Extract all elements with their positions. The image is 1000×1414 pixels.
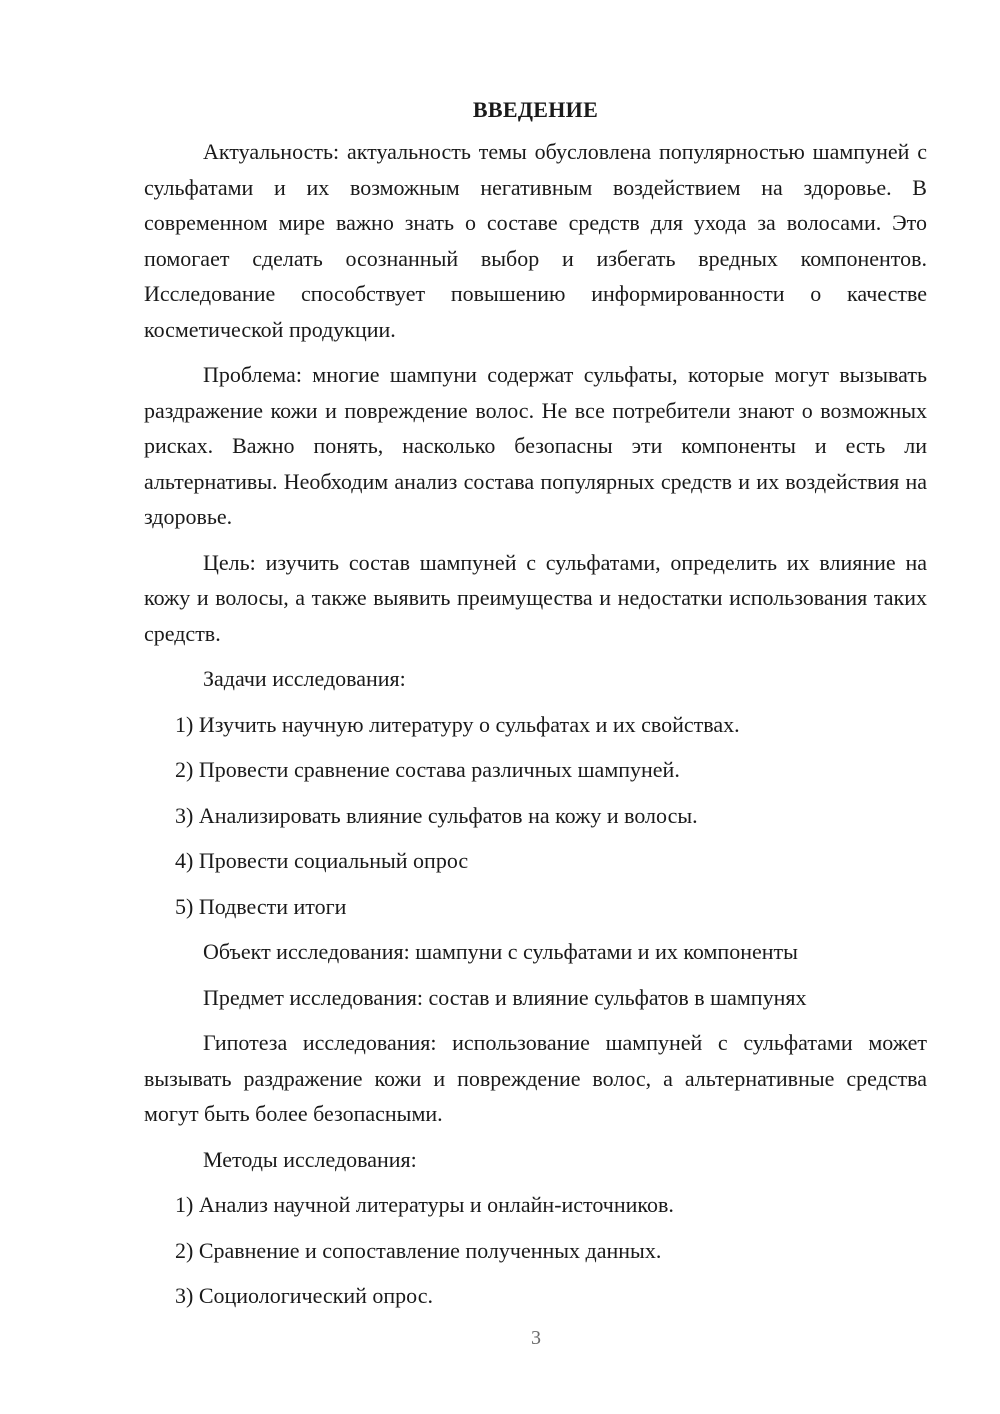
methods-heading: Методы исследования:: [203, 1146, 417, 1172]
task-item: 5) Подвести итоги: [175, 893, 347, 919]
method-item: 1) Анализ научной литературы и онлайн-источников.: [175, 1192, 674, 1217]
method-item: 3) Социологический опрос.: [175, 1283, 433, 1308]
hypothesis-paragraph: Гипотеза исследования: использование шампуней с сульфатами может вызывать раздражение кожи и повреждение волос, а альтернативные средства могут быть более безопасными.: [144, 1030, 927, 1126]
goal-paragraph: Цель: изучить состав шампуней с сульфатами, определить их влияние на кожу и волосы, а также выявить преимущества и недостатки использования таких средств.: [144, 549, 927, 646]
relevance-paragraph: Актуальность: актуальность темы обусловлена популярностью шампуней с сульфатами и их возможным негативным воздействием на здоровье. В современном мире важно знать о составе средств для ухода за волосами. Это помогает сделать осознанный выбор и избегать вредных компонентов. Исследование способствует повышению информированности о качестве косметической продукции.: [144, 139, 927, 342]
page-number: 3: [531, 1327, 541, 1349]
document-page: [144, 92, 927, 1324]
research-object: Объект исследования: шампуни с сульфатами и их компоненты: [203, 939, 798, 964]
task-item: 3) Анализировать влияние сульфатов на кожу и волосы.: [175, 802, 698, 828]
task-item: 2) Провести сравнение состава различных шампуней.: [175, 757, 680, 782]
task-item: 4) Провести социальный опрос: [175, 848, 469, 873]
page-title: ВВЕДЕНИЕ: [472, 97, 599, 122]
problem-paragraph: Проблема: многие шампуни содержат сульфаты, которые могут вызывать раздражение кожи и повреждение волос. Не все потребители знают о возможных рисках. Важно понять, насколько безопасны эти компоненты и есть ли альтернативы. Необходим анализ состава популярных средств и их воздействия на здоровье.: [144, 362, 927, 529]
method-item: 2) Сравнение и сопоставление полученных данных.: [175, 1237, 662, 1263]
tasks-heading: Задачи исследования:: [203, 666, 406, 691]
task-item: 1) Изучить научную литературу о сульфатах и их свойствах.: [175, 711, 740, 737]
research-subject: Предмет исследования: состав и влияние сульфатов в шампунях: [203, 984, 807, 1010]
